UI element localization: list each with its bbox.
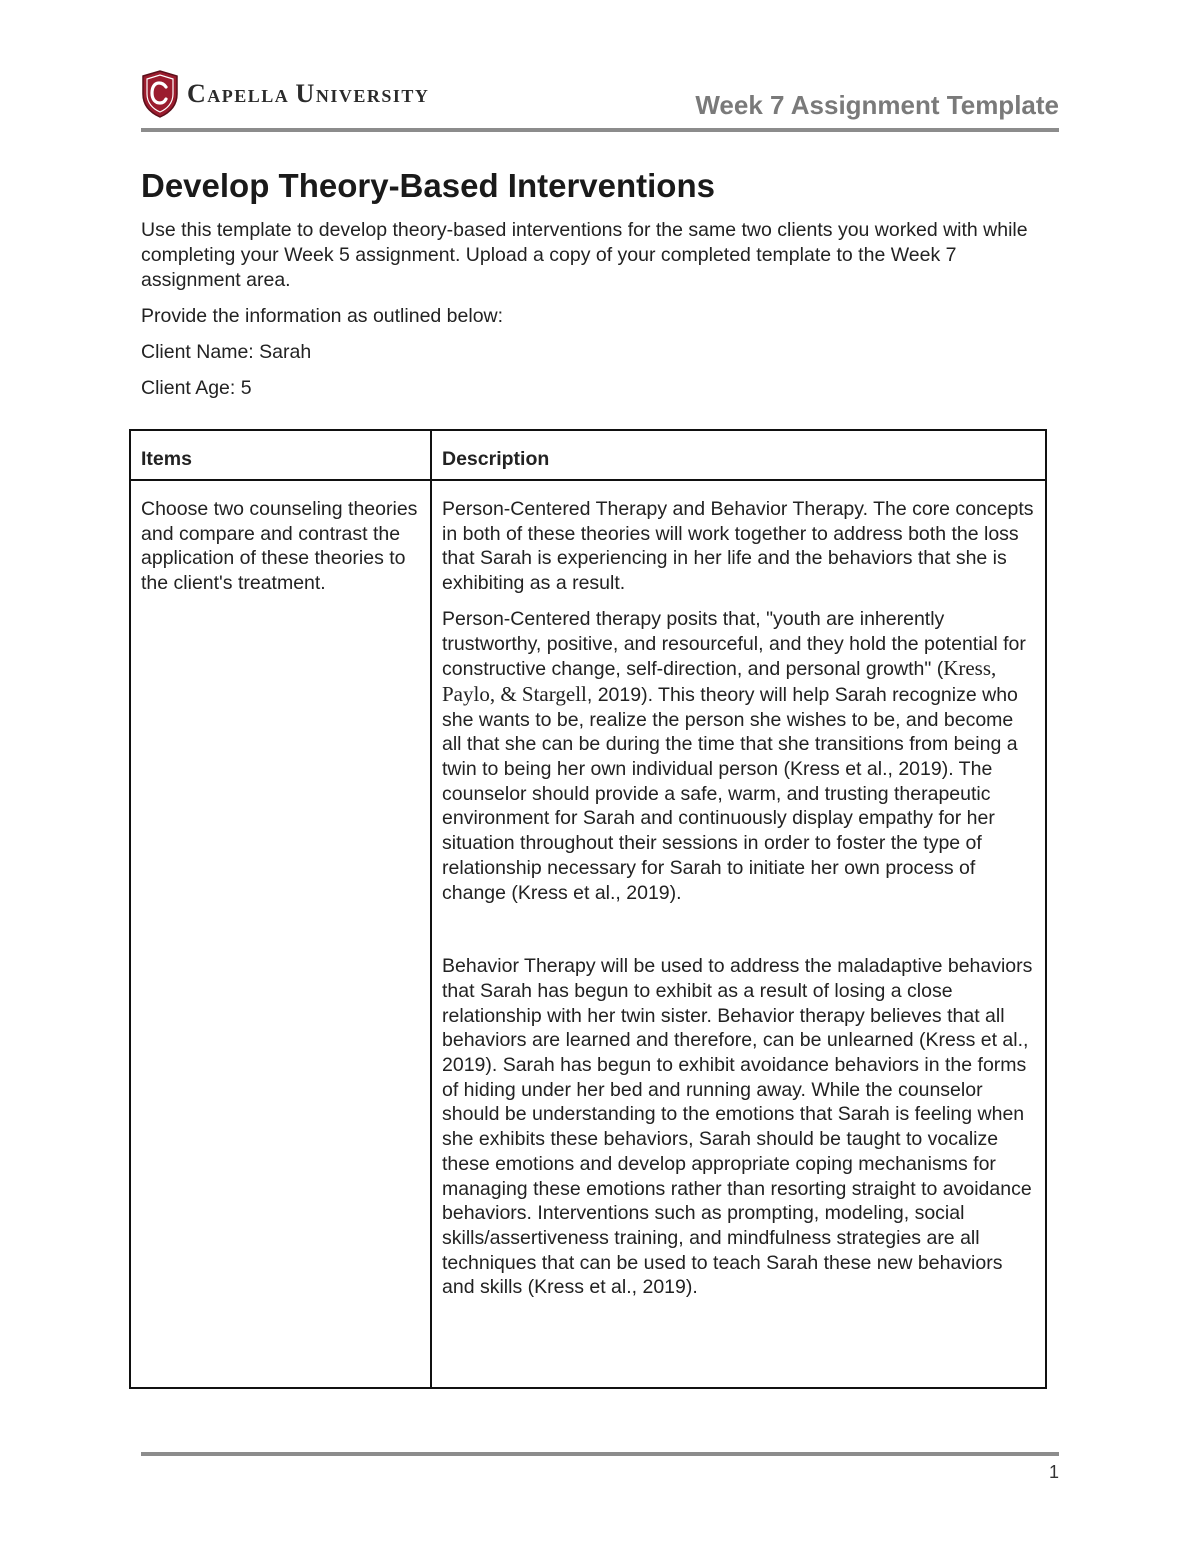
item-cell: Choose two counseling theories and compare and contrast the application of these theories to the client's treatment. xyxy=(130,480,431,1388)
logo-wordmark xyxy=(187,79,429,109)
description-paragraph-1: Person-Centered Therapy and Behavior Therapy. The core concepts in both of these theories will work together to address both the loss that Sarah is experiencing in her life and the behaviors that she is exhibiting as a result. xyxy=(442,498,1034,595)
page-title: Develop Theory-Based Interventions xyxy=(141,167,715,204)
table-header-row xyxy=(130,430,1046,480)
interventions-table xyxy=(129,429,1047,1389)
table-row xyxy=(130,480,1046,1388)
description-paragraph-2 xyxy=(442,607,1035,905)
capella-shield-icon xyxy=(141,70,179,118)
intro-paragraph: Use this template to develop theory-based interventions for the same two clients you worked with while completing your Week 5 assignment. Upload a copy of your completed template to the Week 7 assignment area. xyxy=(141,219,1028,291)
description-paragraph-3: Behavior Therapy will be used to address the maladaptive behaviors that Sarah has begun to exhibit as a result of losing a close relationship with her twin sister. Behavior therapy believes that all behaviors are learned and therefore, can be unlearned (Kress et al., 2019). Sarah has begun to exhibit avoidance behaviors in the forms of hiding under her bed and running away. While the counselor should be understanding to the emotions that Sarah is feeling when she exhibits these behaviors, Sarah should be taught to vocalize these emotions and develop appropriate coping mechanisms for managing these emotions rather than resorting straight to avoidance behaviors. Interventions such as prompting, modeling, social skills/assertiveness training, and mindfulness strategies are all techniques that can be used to teach Sarah these new behaviors and skills (Kress et al., 2019). xyxy=(442,955,1033,1299)
para2-start: Person-Centered therapy posits that, "youth are inherently trustworthy, positive, and resourceful, and they hold the potential for constructive change, self-direction, and personal growth" ( xyxy=(442,607,1026,681)
page-number: 1 xyxy=(1048,1462,1059,1482)
logo-word-capella: Capella xyxy=(187,79,290,108)
header-description: Description xyxy=(431,430,1046,480)
client-age: Client Age: 5 xyxy=(141,377,252,399)
client-name: Client Name: Sarah xyxy=(141,341,312,363)
header-items: Items xyxy=(130,430,431,480)
instruction-text: Provide the information as outlined below: xyxy=(141,305,504,327)
footer-divider xyxy=(141,1452,1059,1456)
header-divider xyxy=(141,128,1059,132)
capella-logo xyxy=(141,70,429,118)
document-body xyxy=(141,164,1041,401)
para2-rest: , 2019). This theory will help Sarah recognize who she wants to be, realize the person she wishes to be, and become all that she can be during the time that she transitions from being a twin to being her own individual person (Kress et al., 2019). The counselor should provide a safe, warm, and trusting therapeutic environment for Sarah and continuously display empathy for her situation throughout their sessions in order to foster the type of relationship necessary for Sarah to initiate her own process of change (Kress et al., 2019). xyxy=(442,683,1018,904)
logo-word-university: University xyxy=(295,79,430,108)
header-title: Week 7 Assignment Template xyxy=(695,90,1059,120)
para2-citation: Kress, Paylo, & Stargell xyxy=(442,656,997,706)
page-header xyxy=(141,68,1059,128)
description-cell xyxy=(431,480,1046,1388)
